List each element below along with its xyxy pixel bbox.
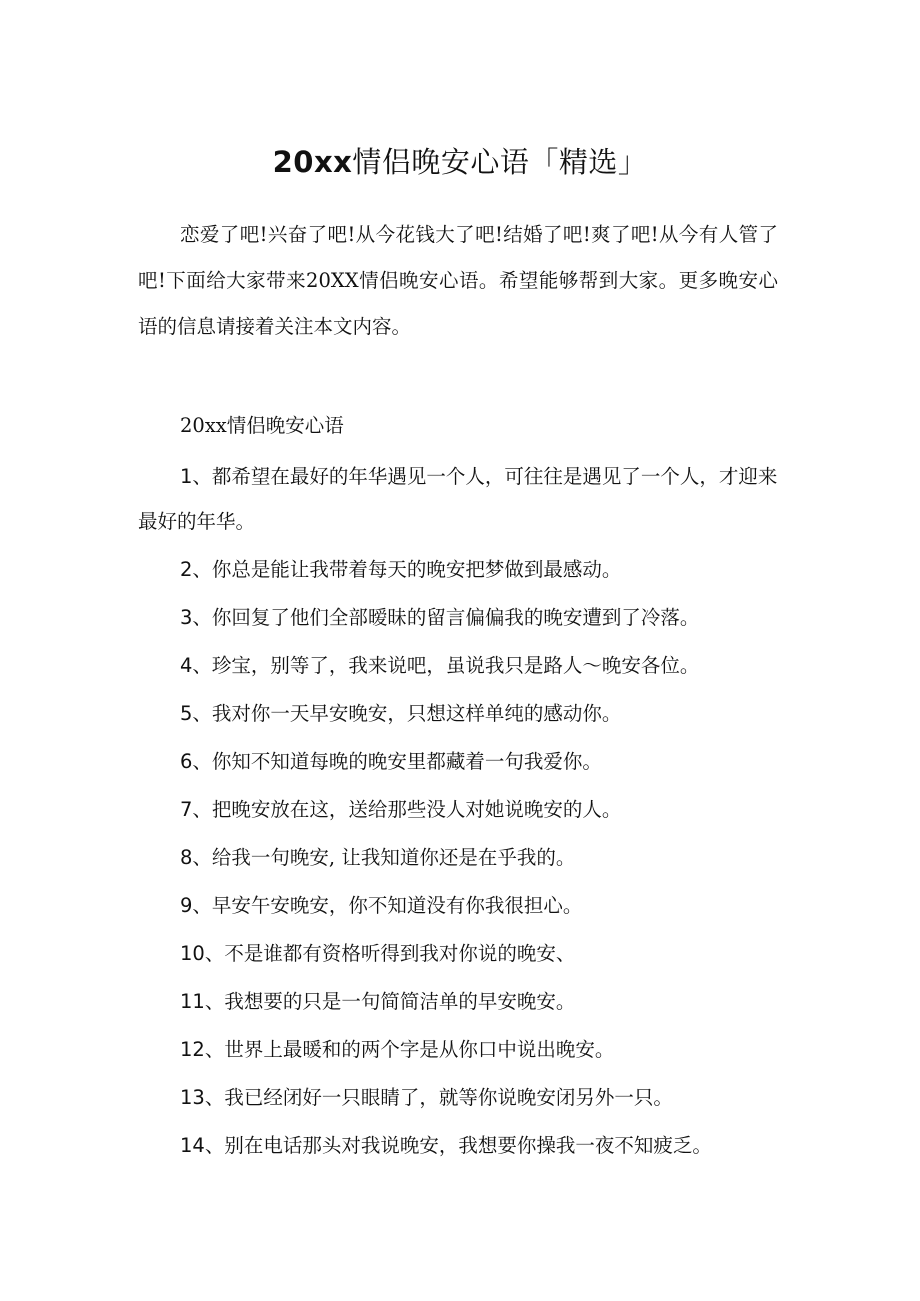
item-text: 、我想要的只是一句简简洁单的早安晚安。 (204, 990, 576, 1013)
item-number: 5 (180, 702, 193, 725)
item-number: 6 (180, 750, 193, 773)
item-number: 11 (180, 990, 205, 1013)
item-text: 、早安午安晚安，你不知道没有你我很担心。 (192, 894, 583, 917)
item-text: 、别在电话那头对我说晚安，我想要你操我一夜不知疲乏。 (204, 1134, 712, 1157)
list-item (138, 1027, 778, 1072)
item-text: 、你总是能让我带着每天的晚安把梦做到最感动。 (192, 558, 622, 581)
list-item (138, 1075, 778, 1120)
item-number: 2 (180, 558, 193, 581)
item-number: 4 (180, 654, 193, 677)
list-item (138, 454, 778, 544)
list-item (138, 739, 778, 784)
item-number: 13 (180, 1086, 205, 1109)
item-text: 、给我一句晚安, 让我知道你还是在乎我的。 (192, 846, 576, 869)
list-item (138, 1123, 778, 1168)
list-item (138, 835, 778, 880)
item-text: 、世界上最暖和的两个字是从你口中说出晚安。 (204, 1038, 615, 1061)
title-prefix: 20xx (272, 145, 353, 179)
item-text: 、都希望在最好的年华遇见一个人，可往往是遇见了一个人，才迎来最好的年华。 (138, 465, 778, 533)
section-label: 20xx情侣晚安心语 (180, 414, 344, 437)
list-item (138, 547, 778, 592)
list-item (138, 691, 778, 736)
item-number: 1 (180, 465, 193, 488)
list-item (138, 883, 778, 928)
title-rest: 情侣晚安心语「精选」 (352, 145, 648, 179)
item-number: 14 (180, 1134, 205, 1157)
intro-paragraph: 恋爱了吧!兴奋了吧!从今花钱大了吧!结婚了吧!爽了吧!从今有人管了吧!下面给大家带来20XX情侣晚安心语。希望能够帮到大家。更多晚安心语的信息请接着关注本文内容。 (138, 223, 778, 338)
list-item (138, 643, 778, 688)
item-number: 12 (180, 1038, 205, 1061)
item-text: 、把晚安放在这，送给那些没人对她说晚安的人。 (192, 798, 622, 821)
item-text: 、珍宝，别等了，我来说吧，虽说我只是路人～晚安各位。 (192, 654, 700, 677)
list-item (138, 931, 778, 976)
item-text: 、不是谁都有资格听得到我对你说的晚安、 (204, 942, 576, 965)
item-text: 、你知不知道每晚的晚安里都藏着一句我爱你。 (192, 750, 602, 773)
quote-list (138, 454, 778, 1171)
list-item (138, 595, 778, 640)
item-number: 7 (180, 798, 193, 821)
item-number: 10 (180, 942, 205, 965)
page-title (0, 140, 920, 184)
item-text: 、我对你一天早安晚安，只想这样单纯的感动你。 (192, 702, 622, 725)
item-number: 9 (180, 894, 193, 917)
item-text: 、你回复了他们全部暧昧的留言偏偏我的晚安遭到了冷落。 (192, 606, 700, 629)
item-number: 8 (180, 846, 193, 869)
item-number: 3 (180, 606, 193, 629)
list-item (138, 979, 778, 1024)
list-item (138, 787, 778, 832)
item-text: 、我已经闭好一只眼睛了，就等你说晚安闭另外一只。 (204, 1086, 673, 1109)
